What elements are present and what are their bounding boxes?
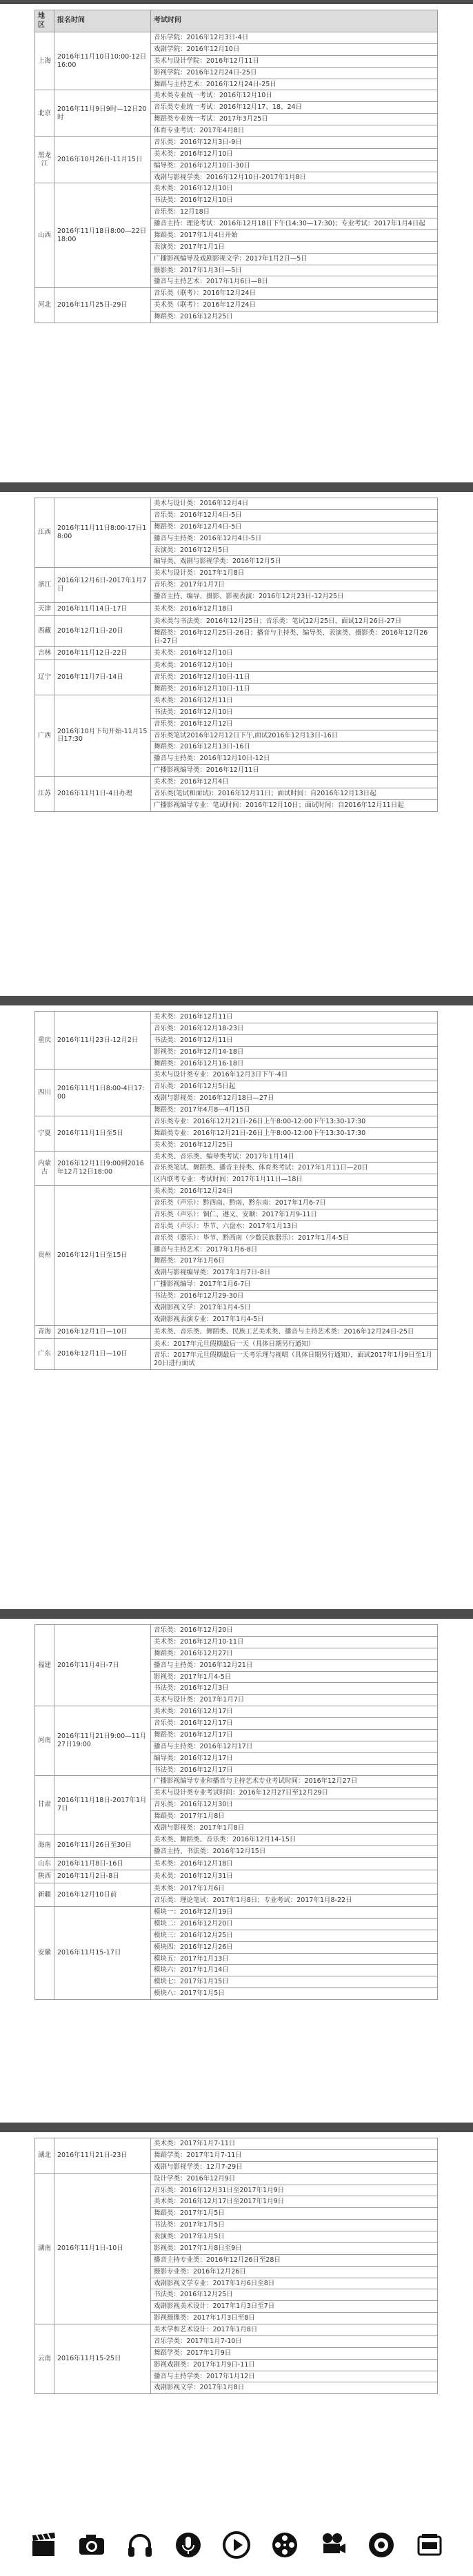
exam-time-cell: 音乐类：2017年1月7日 [151, 580, 438, 591]
table-row [35, 1116, 438, 1127]
schedule-table [34, 2138, 438, 2394]
signup-time-cell: 2016年11月1日至5日 [54, 1116, 151, 1151]
exam-time-cell: 美术类：2016年12月18日 [151, 602, 438, 615]
table-row [35, 777, 438, 788]
film-clapper-icon [28, 2529, 59, 2561]
exam-time-cell: 音乐类：2016年12月5日起 [151, 1081, 438, 1093]
table-row [35, 183, 438, 195]
province-cell: 湖南 [35, 2173, 54, 2324]
exam-time-cell: 音乐类：2016年12月17日 [151, 1718, 438, 1730]
header-region: 地区 [35, 10, 54, 32]
exam-schedule-block-1 [34, 10, 437, 323]
exam-time-cell: 摄影专业类：2016年12月26日 [151, 2266, 438, 2278]
signup-time-cell: 2016年11月1日8:00-4日17:00 [54, 1070, 151, 1116]
exam-time-cell: 音乐类（声乐）：毕节、六盘水：2017年1月13日 [151, 1220, 438, 1232]
exam-time-cell: 音乐类：2016年12月31日至2017年1月9日 [151, 2185, 438, 2196]
province-cell: 黑龙江 [35, 136, 54, 183]
exam-time-cell: 美术类、舞蹈类、音乐类：2016年12月14-15日 [151, 1834, 438, 1846]
signup-time-cell: 2016年11月25日-29日 [54, 288, 151, 323]
exam-time-cell: 音乐类：理论笔试：2017年1月8日；专业考试：2017年1月8-22日 [151, 1895, 438, 1907]
header-exam-time: 考试时间 [151, 10, 438, 32]
province-cell: 浙江 [35, 568, 54, 603]
exam-time-cell: 舞蹈类：2016年12月27日 [151, 1648, 438, 1659]
table-row [35, 660, 438, 672]
exam-time-cell: 表演类：2017年1月1日 [151, 241, 438, 253]
signup-time-cell: 2016年10月26日-11月15日 [54, 136, 151, 183]
exam-time-cell: 模块一：2016年12月19日 [151, 1907, 438, 1919]
exam-time-cell: 美术类：2016年12月31日 [151, 1870, 438, 1883]
signup-time-cell: 2016年12月1日—10日 [54, 1338, 151, 1370]
exam-time-cell: 戏剧学院：2016年12月10日 [151, 43, 438, 55]
exam-time-cell: 编导类、戏剧与影视学类：2016年12月5日 [151, 556, 438, 568]
province-cell: 陕西 [35, 1870, 54, 1883]
exam-time-cell: 播音主持专业类：2016年12月26日至28日 [151, 2254, 438, 2266]
exam-time-cell: 影视类：2016年12月14-18日 [151, 1046, 438, 1058]
exam-time-cell: 美术类、音乐类、编导类考试：2017年1月14日 [151, 1151, 438, 1163]
province-cell: 内蒙古 [35, 1151, 54, 1186]
signup-time-cell: 2016年11月2日-8日 [54, 1870, 151, 1883]
exam-time-cell: 书法类：2016年12月29-30日 [151, 1291, 438, 1302]
exam-time-cell: 音乐类（联考）：2016年12月24日 [151, 288, 438, 300]
exam-time-cell: 音乐类笔试2016年12月12日下午,面试2016年12月13日-16日 [151, 730, 438, 742]
exam-schedule-block-3 [34, 1011, 437, 1370]
camera-icon [76, 2529, 108, 2561]
exam-time-cell: 音乐类：2016年12月20日 [151, 1625, 438, 1637]
signup-time-cell: 2016年12月1日—10日 [54, 1325, 151, 1338]
exam-time-cell: 戏剧影视文学专业：2017年1月6日至8日 [151, 2278, 438, 2289]
exam-time-cell: 表演类：2016年12月5日 [151, 544, 438, 556]
exam-time-cell: 广播影视编导专业和播音与主持艺术专业考试时间：2016年12月27日 [151, 1776, 438, 1788]
exam-time-cell: 美术类：2016年12月17日 [151, 1706, 438, 1718]
signup-time-cell: 2016年12月10日前 [54, 1883, 151, 1907]
exam-time-cell: 表演类：2017年1月5日 [151, 2231, 438, 2243]
table-row [35, 1857, 438, 1870]
province-cell: 甘肃 [35, 1776, 54, 1834]
exam-time-cell: 美术与设计类：2017年1月8日 [151, 568, 438, 580]
province-cell: 山西 [35, 183, 54, 288]
separator-bar [0, 1609, 473, 1619]
table-row [35, 1325, 438, 1338]
exam-time-cell: 播音主持、书法类：2016年12月15日 [151, 1846, 438, 1857]
province-cell: 山东 [35, 1857, 54, 1870]
exam-time-cell: 舞蹈类：2016年12月25日-26日；播音与主持类、编导类、表演类、摄影类：2016年12月26日-27日 [151, 627, 438, 647]
signup-time-cell: 2016年11月15-25日 [54, 2324, 151, 2394]
exam-time-cell: 美术：2017年元旦假期最后一天（具体日期另行通知） [151, 1338, 438, 1350]
table-row [35, 615, 438, 627]
exam-time-cell: 音乐类：12月18日 [151, 207, 438, 218]
exam-time-cell: 舞蹈类：2016年12月10日-11日 [151, 684, 438, 695]
exam-time-cell: 播音与主持艺术：2017年1月6-8日 [151, 1244, 438, 1256]
exam-time-cell: 舞蹈类：2016年12月25日 [151, 311, 438, 323]
table-row [35, 1151, 438, 1163]
signup-time-cell: 2016年11月7日-14日 [54, 660, 151, 695]
province-cell: 重庆 [35, 1012, 54, 1070]
exam-schedule-block-5 [34, 2138, 437, 2394]
exam-time-cell: 戏剧影视文学：2017年1月8日 [151, 2382, 438, 2394]
table-row [35, 647, 438, 660]
exam-time-cell: 美术类：2016年12月11日 [151, 695, 438, 706]
table-row [35, 2138, 438, 2150]
exam-time-cell: 音乐类专业统一考试：2016年12月17、18、24日 [151, 102, 438, 114]
exam-time-cell: 美术与设计类专业考试时间：2016年12月27日至12月29日 [151, 1788, 438, 1799]
exam-time-cell: 音乐学院：2016年12月3日-4日 [151, 32, 438, 44]
exam-time-cell: 影视类：2017年1月4-5日 [151, 1671, 438, 1683]
province-cell: 上海 [35, 32, 54, 90]
exam-time-cell: 美术类、音乐类、舞蹈类、民族工艺美术类、播音与主持艺术类：2016年12月24日-25日 [151, 1325, 438, 1338]
headphones-icon [124, 2529, 156, 2561]
exam-time-cell: 影视学院：2016年12月24日-25日 [151, 67, 438, 79]
exam-time-cell: 美术学和艺术设计：2017年1月8日 [151, 2324, 438, 2336]
exam-time-cell: 书法类：2016年12月17日 [151, 1764, 438, 1776]
exam-time-cell: 书法类：2016年12月3日 [151, 1683, 438, 1695]
signup-time-cell: 2016年11月21日-23日 [54, 2138, 151, 2174]
exam-time-cell: 书法类：2016年12月10日 [151, 195, 438, 207]
exam-time-cell: 影视戏剧类：2017年1月9日-11日 [151, 2359, 438, 2371]
exam-time-cell: 美术类：2016年12月17日至2017年1月9日 [151, 2196, 438, 2208]
signup-time-cell: 2016年11月1日-10日 [54, 2173, 151, 2324]
exam-time-cell: 播音与主持类：2016年12月17日 [151, 1741, 438, 1752]
province-cell: 河北 [35, 288, 54, 323]
province-cell: 贵州 [35, 1186, 54, 1326]
exam-time-cell: 美术类：2016年12月10日 [151, 183, 438, 195]
exam-time-cell: 舞蹈类：2017年1月5日 [151, 2208, 438, 2220]
exam-time-cell: 广播影视编导及戏剧影视文学：2017年1月2日—5日 [151, 253, 438, 265]
exam-time-cell: 书法类：2016年12月10日 [151, 706, 438, 718]
exam-time-cell: 美术与设计类：2016年12月4日 [151, 498, 438, 510]
table-row [35, 1706, 438, 1718]
exam-time-cell: 美术类：2017年1月6日 [151, 1883, 438, 1895]
exam-time-cell: 戏剧与影视学类：2016年12月10日-2017年1月8日 [151, 172, 438, 183]
exam-time-cell: 音乐学类：2017年1月7-10日 [151, 2335, 438, 2347]
table-row [35, 1070, 438, 1081]
exam-time-cell: 舞蹈类：2016年12月13日-16日 [151, 742, 438, 753]
exam-schedule-block-2 [34, 498, 437, 812]
exam-time-cell: 体育专业考试：2017年4月8日 [151, 125, 438, 137]
projector-icon [317, 2529, 349, 2561]
table-row [35, 1625, 438, 1637]
province-cell: 辽宁 [35, 660, 54, 695]
exam-time-cell: 模块二：2016年12月20日 [151, 1918, 438, 1930]
exam-time-cell: 广播影视编导类：2016年12月11日 [151, 765, 438, 777]
exam-time-cell: 播音与主持类：2016年12月21日 [151, 1659, 438, 1671]
province-cell: 安徽 [35, 1907, 54, 2000]
table-row [35, 2173, 438, 2185]
signup-time-cell: 2016年11月1日-4日办理 [54, 777, 151, 812]
play-button-icon [221, 2529, 252, 2561]
exam-time-cell: 摄影类：2017年1月3日—5日 [151, 265, 438, 276]
exam-time-cell: 美术与设计类：2017年1月7日 [151, 1695, 438, 1706]
schedule-table [34, 1624, 438, 2000]
exam-time-cell: 美术类与书法类：2016年12月25日；音乐类：笔试12月25日、面试12月26日-27日 [151, 615, 438, 627]
table-row [35, 498, 438, 510]
exam-time-cell: 模块三：2016年12月25日 [151, 1930, 438, 1941]
table-row [35, 602, 438, 615]
film-reel-icon [269, 2529, 301, 2561]
signup-time-cell: 2016年12月1日至15日 [54, 1186, 151, 1326]
video-camera-icon [365, 2529, 397, 2561]
signup-time-cell: 2016年11月4日-7日 [54, 1625, 151, 1706]
exam-time-cell: 美术类：2017年1月7-11日 [151, 2138, 438, 2150]
exam-time-cell: 戏剧影视美术设计：2017年1月3日至7日 [151, 2301, 438, 2313]
province-cell: 新疆 [35, 1883, 54, 1907]
signup-time-cell: 2016年10月下旬开始-11月15日17:30 [54, 695, 151, 776]
table-row [35, 695, 438, 706]
exam-time-cell: 播音与主持类：2016年12月4日-5日 [151, 533, 438, 544]
province-cell: 江苏 [35, 777, 54, 812]
footer-icon-bar [0, 2514, 473, 2576]
exam-time-cell: 书法类：2016年12月11日 [151, 1034, 438, 1046]
exam-time-cell: 广播影视编导专业：笔试时间：2016年12月10日；面试时间：自2016年12月11日起 [151, 799, 438, 811]
exam-time-cell: 美术类：2016年12月10日 [151, 148, 438, 160]
separator-bar [0, 2123, 473, 2132]
table-row [35, 1870, 438, 1883]
exam-time-cell: 音乐类：2016年12月10日-11日 [151, 672, 438, 684]
exam-time-cell: 播音与主持学类：2017年1月12日 [151, 2371, 438, 2382]
exam-time-cell: 音乐类（声乐）：黔西南、黔南、黔东南：2017年1月6-7日 [151, 1198, 438, 1209]
signup-time-cell: 2016年11月15-17日 [54, 1907, 151, 2000]
exam-time-cell: 舞蹈类：2017年1月4日开始 [151, 229, 438, 241]
exam-time-cell: 舞蹈类专业统一考试：2017年3月25日 [151, 114, 438, 125]
exam-time-cell: 美术类：2016年12月24日 [151, 1186, 438, 1198]
exam-time-cell: 戏剧与影视学类：12月7-29日 [151, 2161, 438, 2173]
exam-time-cell: 影视类：2017年1月8日至9日 [151, 2242, 438, 2254]
table-row [35, 136, 438, 148]
schedule-table [34, 498, 438, 812]
signup-time-cell: 2016年11月26日至30日 [54, 1834, 151, 1857]
exam-time-cell: 音乐类：2016年12月12日 [151, 718, 438, 730]
exam-time-cell: 美术类：2016年12月10-11日 [151, 1636, 438, 1648]
table-row [35, 568, 438, 580]
province-cell: 天津 [35, 602, 54, 615]
header-signup-time: 报名时间 [54, 10, 151, 32]
signup-time-cell: 2016年11月21日9:00—11月27日19:00 [54, 1706, 151, 1776]
province-cell: 湖北 [35, 2138, 54, 2174]
province-cell: 广东 [35, 1338, 54, 1370]
exam-time-cell: 舞蹈类：2017年4月8—4月15日 [151, 1105, 438, 1116]
province-cell: 吉林 [35, 647, 54, 660]
exam-time-cell: 播音与主持艺术：2017年1月6日—8日 [151, 276, 438, 288]
exam-time-cell: 区内联考专业：考试时间：2017年1月11日—18日 [151, 1174, 438, 1186]
exam-time-cell: 美术与设计学院：2016年12月11日 [151, 55, 438, 67]
signup-time-cell: 2016年11月14日-17日 [54, 602, 151, 615]
signup-time-cell: 2016年11月12日-22日 [54, 647, 151, 660]
exam-time-cell: 舞蹈学类：2017年1月7-11日 [151, 2149, 438, 2161]
table-row [35, 1012, 438, 1023]
exam-time-cell: 模块五：2017年1月13日 [151, 1953, 438, 1965]
signup-time-cell: 2016年11月23日-12月2日 [54, 1012, 151, 1070]
table-row [35, 1776, 438, 1788]
exam-time-cell: 戏剧与影视编导类：2017年1月7日-8日 [151, 1267, 438, 1279]
exam-time-cell: 音乐类：2016年12月30日 [151, 1799, 438, 1811]
exam-time-cell: 编导类：2016年12月17日 [151, 1752, 438, 1764]
province-cell: 青海 [35, 1325, 54, 1338]
exam-time-cell: 美术类：2016年12月10日 [151, 647, 438, 660]
exam-time-cell: 舞蹈学类：2017年1月9日 [151, 2347, 438, 2359]
exam-time-cell: 书法类：2017年1月5日 [151, 2220, 438, 2231]
exam-time-cell: 广播影视编导：2017年1月6-7日 [151, 1279, 438, 1291]
exam-time-cell: 播音主持、编导、摄影、影视表演：2016年12月23日-12月25日 [151, 591, 438, 603]
exam-time-cell: 舞蹈类专业：2016年12月21日-26日上午8:00-12:00下午13:30-17:30 [151, 1127, 438, 1139]
province-cell: 江西 [35, 498, 54, 568]
exam-time-cell: 音乐类：2016年12月3日-9日 [151, 136, 438, 148]
table-row [35, 32, 438, 44]
schedule-table [34, 10, 438, 323]
mic-icon [172, 2529, 204, 2561]
exam-time-cell: 舞蹈类：2016年12月4日-5日 [151, 521, 438, 533]
signup-time-cell: 2016年11月9日9时—12日20时 [54, 90, 151, 137]
table-header-row [35, 10, 438, 32]
signup-time-cell: 2016年12月1日9:00到2016年12月12日18:00 [54, 1151, 151, 1186]
exam-time-cell: 编导类：2016年12月10日-30日 [151, 160, 438, 172]
speaker-icon [414, 2529, 445, 2561]
exam-time-cell: 美术类专业统一考试：2016年12月10日 [151, 90, 438, 102]
exam-time-cell: 美术类：2016年12月18日 [151, 1857, 438, 1870]
province-cell: 福建 [35, 1625, 54, 1706]
exam-time-cell: 戏剧与影视类：2017年1月8日 [151, 1822, 438, 1834]
table-row [35, 1834, 438, 1846]
exam-time-cell: 美术类：2016年12月10日 [151, 660, 438, 672]
schedule-table [34, 1011, 438, 1370]
table-row [35, 90, 438, 102]
exam-time-cell: 模块七：2017年1月15日 [151, 1976, 438, 1988]
exam-time-cell: 美术类（联考）：2016年12月24日 [151, 300, 438, 311]
exam-time-cell: 影视摄像类：2017年1月3日至8日 [151, 2313, 438, 2324]
exam-time-cell: 美术类：2016年12月11日 [151, 1012, 438, 1023]
exam-time-cell: 戏剧与影视类：2016年12月18日—27日 [151, 1093, 438, 1105]
exam-time-cell: 音乐类（器乐）：毕节、黔西南（少数民族器乐）：2017年1月4-5日 [151, 1232, 438, 1244]
signup-time-cell: 2016年11月11日8:00-17日18:00 [54, 498, 151, 568]
exam-time-cell: 书法类：2016年12月25日 [151, 2289, 438, 2301]
signup-time-cell: 2016年11月10日10:00-12日16:00 [54, 32, 151, 90]
exam-time-cell: 美术与设计类专业：2016年12月3日下午-4日 [151, 1070, 438, 1081]
exam-time-cell: 音乐：2017年元旦假期最后一天考乐理与视唱（具体日期另行通知），面试2017年1月9日至1月20日进行面试 [151, 1350, 438, 1370]
table-row [35, 1907, 438, 1919]
exam-time-cell: 播音与主持类：2016年12月10日-12日 [151, 753, 438, 765]
exam-time-cell: 美术类：2016年12月25日 [151, 1139, 438, 1151]
separator-bar [0, 0, 473, 4]
province-cell: 四川 [35, 1070, 54, 1116]
province-cell: 广西 [35, 695, 54, 776]
exam-time-cell: 音乐类：2016年12月4日-5日 [151, 509, 438, 521]
province-cell: 北京 [35, 90, 54, 137]
table-row [35, 288, 438, 300]
signup-time-cell: 2016年11月18日8:00—22日18:00 [54, 183, 151, 288]
exam-time-cell: 模块八：2017年1月5日 [151, 1988, 438, 2000]
exam-time-cell: 美术类：2016年12月4日 [151, 777, 438, 788]
exam-time-cell: 音乐类（声乐）：铜仁、遵义、安顺：2017年1月9-11日 [151, 1209, 438, 1220]
exam-time-cell: 戏剧影视文学：2017年1月4-5日 [151, 1302, 438, 1313]
exam-time-cell: 舞蹈类：2016年12月17日 [151, 1729, 438, 1741]
exam-time-cell: 模块四：2016年12月26日 [151, 1941, 438, 1953]
exam-time-cell: 音乐类专业：2016年12月21日-26日上午8:00-12:00下午13:30-17:30 [151, 1116, 438, 1127]
signup-time-cell: 2016年12月1日-20日 [54, 615, 151, 647]
exam-time-cell: 模块六：2017年1月14日 [151, 1965, 438, 1976]
exam-time-cell: 戏剧影视表演专业：2017年1月4-5日 [151, 1313, 438, 1325]
table-row [35, 2324, 438, 2336]
exam-time-cell: 舞蹈与主持艺术：2016年12月24日-25日 [151, 79, 438, 90]
signup-time-cell: 2016年12月6日-2017年1月7日 [54, 568, 151, 603]
separator-bar [0, 482, 473, 492]
exam-time-cell: 舞蹈类：2016年12月16-18日 [151, 1058, 438, 1070]
signup-time-cell: 2016年11月18日-2017年1月7日 [54, 1776, 151, 1834]
province-cell: 河南 [35, 1706, 54, 1776]
table-row [35, 1883, 438, 1895]
province-cell: 宁夏 [35, 1116, 54, 1151]
exam-schedule-block-4 [34, 1624, 437, 2000]
signup-time-cell: 2016年11月8日-16日 [54, 1857, 151, 1870]
exam-time-cell: 设计学类：2016年12月9日 [151, 2173, 438, 2185]
exam-time-cell: 播音主持：理论考试：2016年12月18日下午(14:30—17:30)；专业考试：2017年1月4日起 [151, 218, 438, 230]
exam-time-cell: 舞蹈类：2017年1月8日 [151, 1811, 438, 1823]
table-row [35, 1186, 438, 1198]
table-row [35, 1338, 438, 1350]
exam-time-cell: 音乐类：2016年12月18-23日 [151, 1023, 438, 1034]
exam-time-cell: 音乐类(笔试和面试)：2016年12月11日；面试时间：自2016年12月13日起 [151, 788, 438, 799]
province-cell: 云南 [35, 2324, 54, 2394]
separator-bar [0, 996, 473, 1005]
province-cell: 海南 [35, 1834, 54, 1857]
exam-time-cell: 音乐类笔试、舞蹈类、播音主持类、体育类考试：2017年1月11日—20日 [151, 1163, 438, 1174]
province-cell: 西藏 [35, 615, 54, 647]
exam-time-cell: 舞蹈类：2017年1月6日 [151, 1256, 438, 1267]
